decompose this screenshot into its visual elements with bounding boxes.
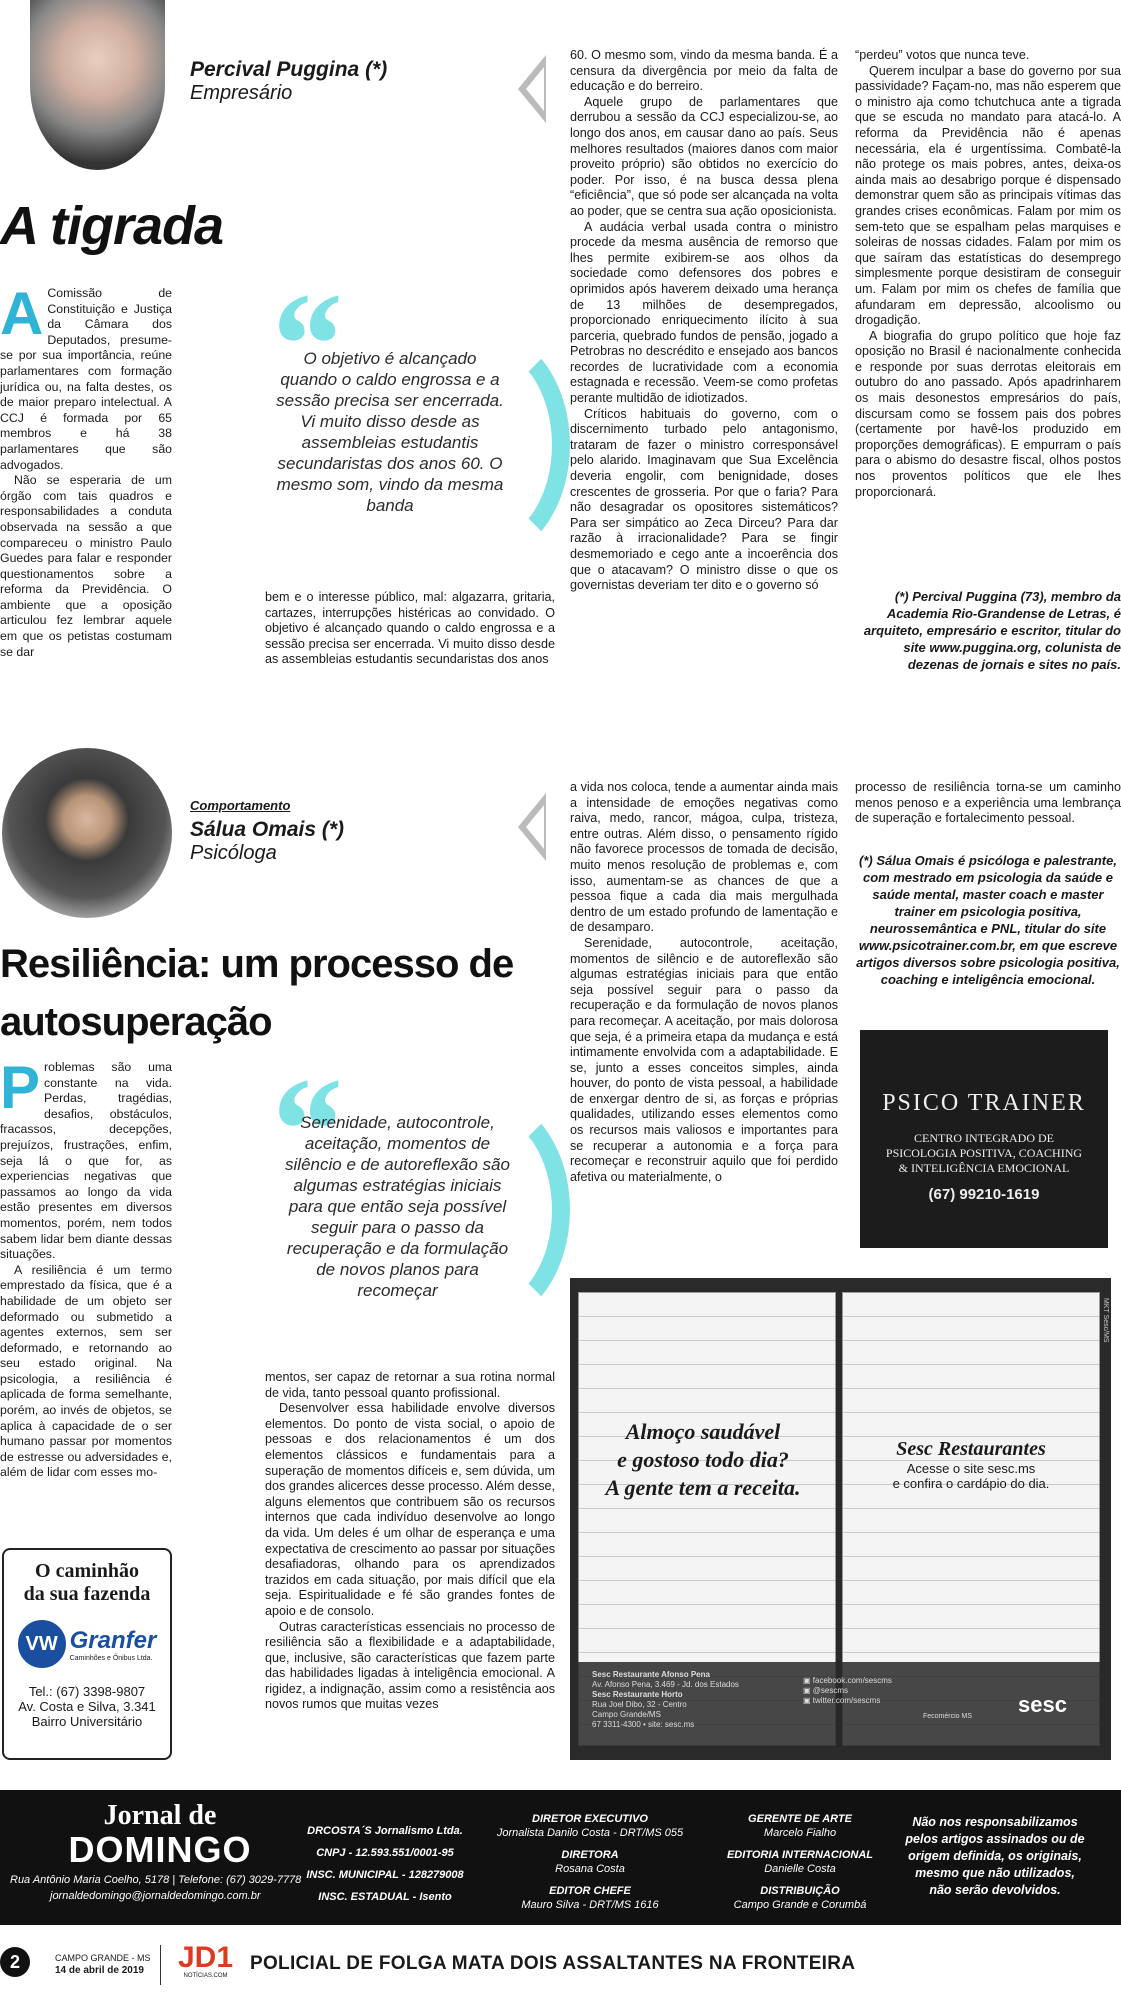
footer-address: Rua Antônio Maria Coelho, 5178 | Telefone: (67) 3029-7778 [10,1874,302,1886]
footer-email[interactable]: jornaldedomingo@jornaldedomingo.com.br [50,1890,261,1902]
brand-logo: Jornal de DOMINGO [68,1800,252,1870]
footer-disclaimer: Não nos responsabilizamos pelos artigos assinados ou de origem definida, os originais, mesmo que não utilizados, não serão devolvidos. [905,1815,1085,1897]
footer-staff: GERENTE DE ARTE Marcelo Fialho EDITORIA INTERNACIONAL Danielle Costa DISTRIBUIÇÃO Campo Grande e Corumbá [726,1813,874,1911]
article-column-4: “perdeu” votos que nunca teve. Querem inculpar a base do governo por sua passividade? Façam-no, mas não esperem que o ministro aja como tchutchuca ante a tigrada que se escuda no mandato para atacá-lo. A reforma da Previdência não é apenas necessária, ela é urgentíssima. Combatê-la não protege os mais pobres, antes, deixa-os ainda mais ao desabrigo porque é dispensado demonstrar quem são as principais vítimas das grandes crises econômicas. Falam por mim os sem-teto que se espalham pelas marquises e soleiras de nossas cidades. Falam por mim os que saíram das estatísticas do desemprego simplesmente porque desistiram de conseguir um. Falam por mim os chefes de família que afundaram em depressão, alcoolismo ou drogadição. A biografia do grupo político que hoje faz oposição no Brasil é nacionalmente conhecida e responde por suas derrotas eleitorais em outubro do ano passado. Após apadrinharem os mais desonestos empresários do país, discursam como se fossem pais dos pobres (certamente por havê-los produzido em proporções demográficas). E empurram o país para o abismo do desastre fiscal, olhos postos nos proventos políticos que ele lhes proporcionará. [855,48,1121,499]
article-column-4: processo de resiliência torna-se um caminho menos penoso e a experiência uma lembrança de superação e fortalecimento pessoal. [855,780,1121,826]
page-number: 2 [0,1947,30,1977]
section-label: Comportamento [190,798,291,813]
article-column-3: 60. O mesmo som, vindo da mesma banda. É a censura da divergência por meio da falta de educação e do berreiro. Aquele grupo de parlamentares que derrubou a sessão da CCJ especializou-se, ao longo dos anos, em causar dano ao país. Seus melhores resultados (maiores danos com maior proveito próprio) são obtidos no exercício do poder. Por isso, é na busca dessa plena “eficiência”, que só pode ser alcançada na volta ao poder, que se centra sua ação oposicionista. A audácia verbal usada contra o ministro procede da mesma ausência de remorso que lhes permite exibirem-se aos olhos da sociedade como defensores dos pobres e oprimidos após haverem deixado uma herança de 13 milhões de desempregados, proporcionado enriquecimento ilícito à sua parceria, quebrado fundos de pensão, jogado a Petrobras no descrédito e ensejado aos bancos recordes de lucratividade com a economia estagnada e recessão. Veem-se como profetas perante multidão de idiotizados. Críticos habituais do governo, com o discernimento turbado pelo antagonismo, trataram de fazer o ministro corresponsável pelo alarido. Imaginavam que Sua Excelência deveria engolir, com benignidade, doses crescentes de grosseria. Por que o faria? Para não desagradar os opositores sistemáticos? Para ser simpático ao Zeca Dirceu? Para dar razão à irracionalidade? Para se fingir desmemoriado e cego ante a incoerência dos que o atacavam? O ministro disse o que os governistas deveriam ter dito e o governo só [570,48,838,593]
ad-line: PSICOLOGIA POSITIVA, COACHING [885,1146,1083,1160]
sesc-logo: sesc [1018,1692,1067,1717]
instagram-icon: ▣ @sescms [803,1686,849,1695]
ad-line: & INTELIGÊNCIA EMOCIONAL [898,1161,1070,1175]
masthead-footer [0,1790,1121,1925]
sesc-ad[interactable] [570,1278,1111,1760]
twitter-icon: ▣ twitter.com/sescms [803,1696,881,1705]
ad-phone: (67) 99210-1619 [928,1186,1040,1203]
ad-headline: O caminhão [35,1560,139,1582]
ad-side-tag: MKT Sesc/MS [1102,1298,1109,1343]
ad-sesc-title: Sesc Restaurantes Acesse o site sesc.ms e confira o cardápio do dia. [892,1438,1050,1491]
author-name: Sálua Omais (*) Psicóloga [190,818,345,864]
jd1-logo[interactable]: JD1 NOTÍCIAS.COM [178,1941,234,1979]
author-bio: (*) Sálua Omais é psicóloga e palestrante, com mestrado em psicologia da saúde e saúde mental, master coach e master trainer em psicologia positiva, neurossemântica e PNL, titular do site www.psicotrainer.com.br, em que escreve artigos diversos sobre psicologia positiva, coaching e inteligência emocional. [856,853,1120,987]
author-photo-omais [2,748,172,918]
ad-brand: PSICO TRAINER [882,1090,1086,1116]
edition-city: CAMPO GRANDE - MS [55,1953,151,1963]
ad-brand-sub: Caminhões e Ônibus Ltda. [69,1654,153,1662]
ad-brand: Granfer [69,1626,157,1654]
footer-staff: DIRETOR EXECUTIVO Jornalista Danilo Costa - DRT/MS 055 DIRETORA Rosana Costa EDITOR CHEFE Mauro Silva - DRT/MS 1616 [496,1813,684,1911]
ad-phone: Tel.: (67) 3398-9807 [28,1684,146,1699]
ad-address: Av. Costa e Silva, 3.341 [18,1699,156,1714]
pull-quote-bracket [400,330,570,560]
facebook-icon: ▣ facebook.com/sescms [803,1676,892,1685]
edition-date: 14 de abril de 2019 [55,1965,144,1976]
ad-sesc-footer: Sesc Restaurante Afonso Pena Av. Afonso Pena, 3.469 - Jd. dos Estados Sesc Restaurante Horto Rua Joel Dibo, 32 - Centro Campo Grande/MS 67 3311-4300 • site: sesc.ms ▣ facebook.com/sescms ▣ @sescms ▣ twitter.com/sescms Fecomércio MS sesc [578,1662,1100,1746]
quote-mark-icon: “ [265,1047,340,1213]
chevron-left-icon [518,55,546,123]
article-column-2: bem e o interesse público, mal: algazarra, gritaria, cartazes, interrupções histéricas ao convidado. O objetivo é alcançado quando o caldo engrossa e a sessão precisa ser encerrada. Vi muito disso desde as assembleias estudantis secundaristas dos anos [265,590,555,667]
article-column-1: P roblemas são uma constante na vida. Perdas, tragédias, desafios, obstáculos, fracassos, decepções, prejuízos, frustrações, enfim, seja lá o que for, as experiencias negativas que passamos ao longo da vida estão presentes em diversos momentos, porém, nem todos sabem lidar bem diante dessas situações. A resiliência é um termo emprestado da física, que é a habilidade de um objeto ser deformado ou submetido a agentes externos, sem ser deformado, e retornando ao seu estado original. Na psicologia, a resiliência é aplicada de forma semelhante, porém, ao invés de objetos, se aplica à capacidade de o ser humano passar por momentos de estresse ou adversidades e, além de lidar com esses mo- [0,1054,172,1480]
bottom-bar [0,1935,1121,1995]
article-column-2: mentos, ser capaz de retornar a sua rotina normal de vida, tanto pessoal quanto profissional. Desenvolver essa habilidade envolve diversos elementos. Do ponto de vista social, o apoio de pessoas e dos relacionamentos é um dos elementos clássicos e fundamentais para a superação de momentos difíceis e, sem dúvida, um dos grandes alicerces desse processo. Além desse, alguns elementos que contribuem são os recursos internos que cada indivíduo desenvolve ao longo da vida. Um deles é um olhar de esperança e uma expectativa de crescimento ao passar por situações desafiadoras, olhando para os aprendizados trazidos em cada situação, por mais difícil que ela seja. Espiritualidade e fé são grandes fontes de apoio e de consolo. Outras características essenciais no processo de resiliência são a flexibilidade e a adaptabilidade, que, inclusive, são características que fazem parte das habilidades ligadas à inteligência emocional. A rigidez, a indignação, assim como a resistência aos novos rumos que muitas vezes [265,1370,555,1712]
vw-logo-icon: VW [18,1620,66,1668]
ad-handwritten: Almoço saudável e gostoso todo dia? A gente tem a receita. [605,1419,801,1500]
ad-headline: da sua fazenda [23,1583,151,1605]
pull-quote: O objetivo é alcançado quando o caldo engrossa e a sessão precisa ser encerrada. Vi muito disso desde as assembleias estudantis secundaristas dos anos 60. O mesmo som, vindo da mesma banda [276,349,504,515]
article-column-1: A Comissão de Constituição e Justiça da Câmara dos Deputados, presume-se por sua importância, reúne parlamentares com formação jurídica ou, na falta destes, os de maior preparo intelectual. A CCJ é formada por 65 membros e há 38 parlamentares que são advogados. Não se esperaria de um órgão com tais quadros e responsabilidades a conduta observada na sessão a que compareceu o ministro Paulo Guedes para falar e responder questionamentos sobre a reforma da Previdência. O ambiente que a oposição articulou fez lembrar aquele em que os petistas costumam se dar [0,280,172,659]
author-name: Percival Puggina (*) Empresário [190,58,388,104]
article-title: Resiliência: um processo de autosuperação [0,942,514,1044]
ad-district: Bairro Universitário [31,1714,143,1729]
pull-quote-bracket [400,1095,570,1325]
psicotrainer-ad[interactable] [860,1030,1108,1248]
chevron-left-icon [518,793,546,861]
quote-mark-icon: “ [265,262,340,428]
ad-line: CENTRO INTEGRADO DE [914,1131,1054,1145]
article-column-3: a vida nos coloca, tende a aumentar ainda mais a intensidade de emoções negativas como raiva, medo, rancor, mágoa, culpa, tristeza, entre outras. Além disso, o pensamento rígido não favorece processos de tomada de decisão, muito menos resolução de problemas e, com isso, aumentam-se as chances de que a pessoa fique a cada dia mais mergulhada dentro de um estado profundo de lamentação e de desamparo. Serenidade, autocontrole, aceitação, momentos de silêncio e de autoreflexão são algumas estratégias iniciais para que então seja possível seguir para o passo da recuperação e da formulação de novos planos para recomeçar. A aceitação, por mais dolorosa que seja, é a primeira etapa da mudança e está intimamente envolvida com a adaptabilidade. E se, junto a esses conceitos simples, ainda houver, do ponto de vista pessoal, a habilidade de enxergar dentro de si, as forças e próprias qualidades, utilizando esses elementos como os recursos mais valiosos e importantes para se recuperar a autonomia e a força para recomeçar e reconstruir aquilo que foi perdido afetiva ou materialmente, o [570,780,838,1184]
fecomercio-logo: Fecomércio MS [923,1713,973,1720]
author-photo-puggina [30,0,165,170]
granfer-ad[interactable] [2,1548,172,1760]
teaser-headline[interactable]: POLICIAL DE FOLGA MATA DOIS ASSALTANTES NA FRONTEIRA [250,1953,856,1974]
footer-company: DRCOSTA´S Jornalismo Ltda. CNPJ - 12.593.551/0001-95 INSC. MUNICIPAL - 128279008 INSC. ESTADUAL - Isento [306,1825,464,1903]
author-bio: (*) Percival Puggina (73), membro da Academia Rio-Grandense de Letras, é arquiteto, empresário e escritor, titular do site www.puggina.org, colunista de dezenas de jornais e sites no país. [863,589,1121,672]
article-title: A tigrada [0,196,224,256]
pull-quote: Serenidade, autocontrole, aceitação, momentos de silêncio e de autoreflexão são algumas estratégias iniciais para que então seja possível seguir para o passo da recuperação e da formulação de novos planos para recomeçar [285,1113,510,1300]
